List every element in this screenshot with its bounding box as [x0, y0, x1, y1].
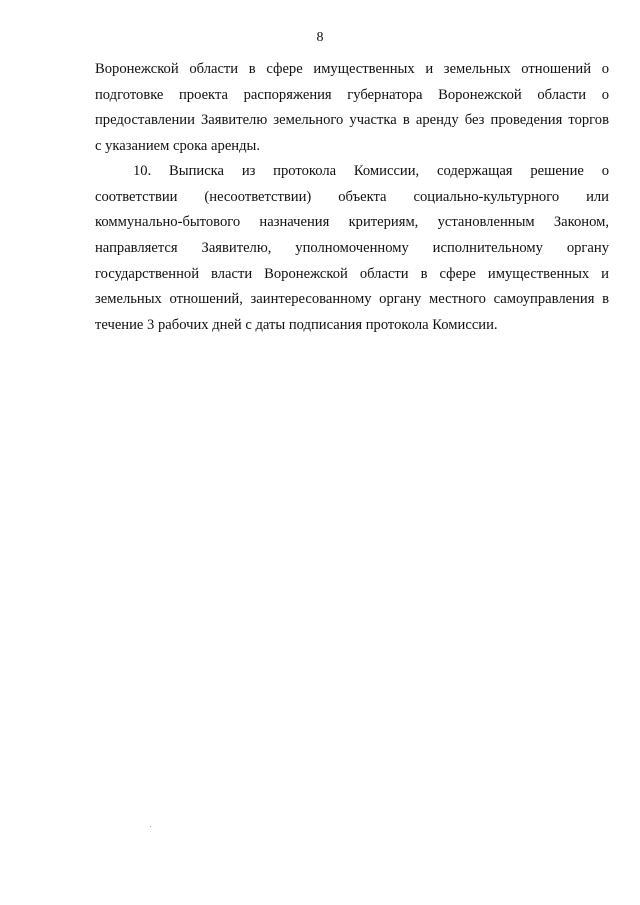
paragraph-10: [95, 159, 609, 339]
paragraph-10-line-6: земельных отношений, заинтересованному органу местного самоуправления в: [95, 291, 609, 308]
scan-speck: [150, 826, 151, 827]
paragraph-1-line-3: предоставлении Заявителю земельного участка в аренду без проведения торгов: [95, 112, 609, 129]
paragraph-10-line-7: течение 3 рабочих дней с даты подписания протокола Комиссии.: [95, 317, 498, 334]
page-number: 8: [316, 30, 324, 45]
paragraph-1-line-4: с указанием срока аренды.: [95, 138, 260, 155]
paragraph-10-line-4: направляется Заявителю, уполномоченному исполнительному органу: [95, 240, 609, 257]
paragraph-10-line-3: коммунально-бытового назначения критериям, установленным Законом,: [95, 214, 609, 231]
paragraph-1-line-1: Воронежской области в сфере имущественных и земельных отношений о: [95, 61, 609, 77]
paragraph-10-line-2: соответствии (несоответствии) объекта социально-культурного или: [95, 188, 609, 205]
paragraph-1-line-2: подготовке проекта распоряжения губернатора Воронежской области о: [95, 86, 609, 103]
paragraph-1: [95, 57, 609, 160]
paragraph-10-line-1: 10. Выписка из протокола Комиссии, содержащая решение о: [133, 163, 609, 179]
paragraph-10-line-5: государственной власти Воронежской области в сфере имущественных и: [95, 265, 609, 282]
